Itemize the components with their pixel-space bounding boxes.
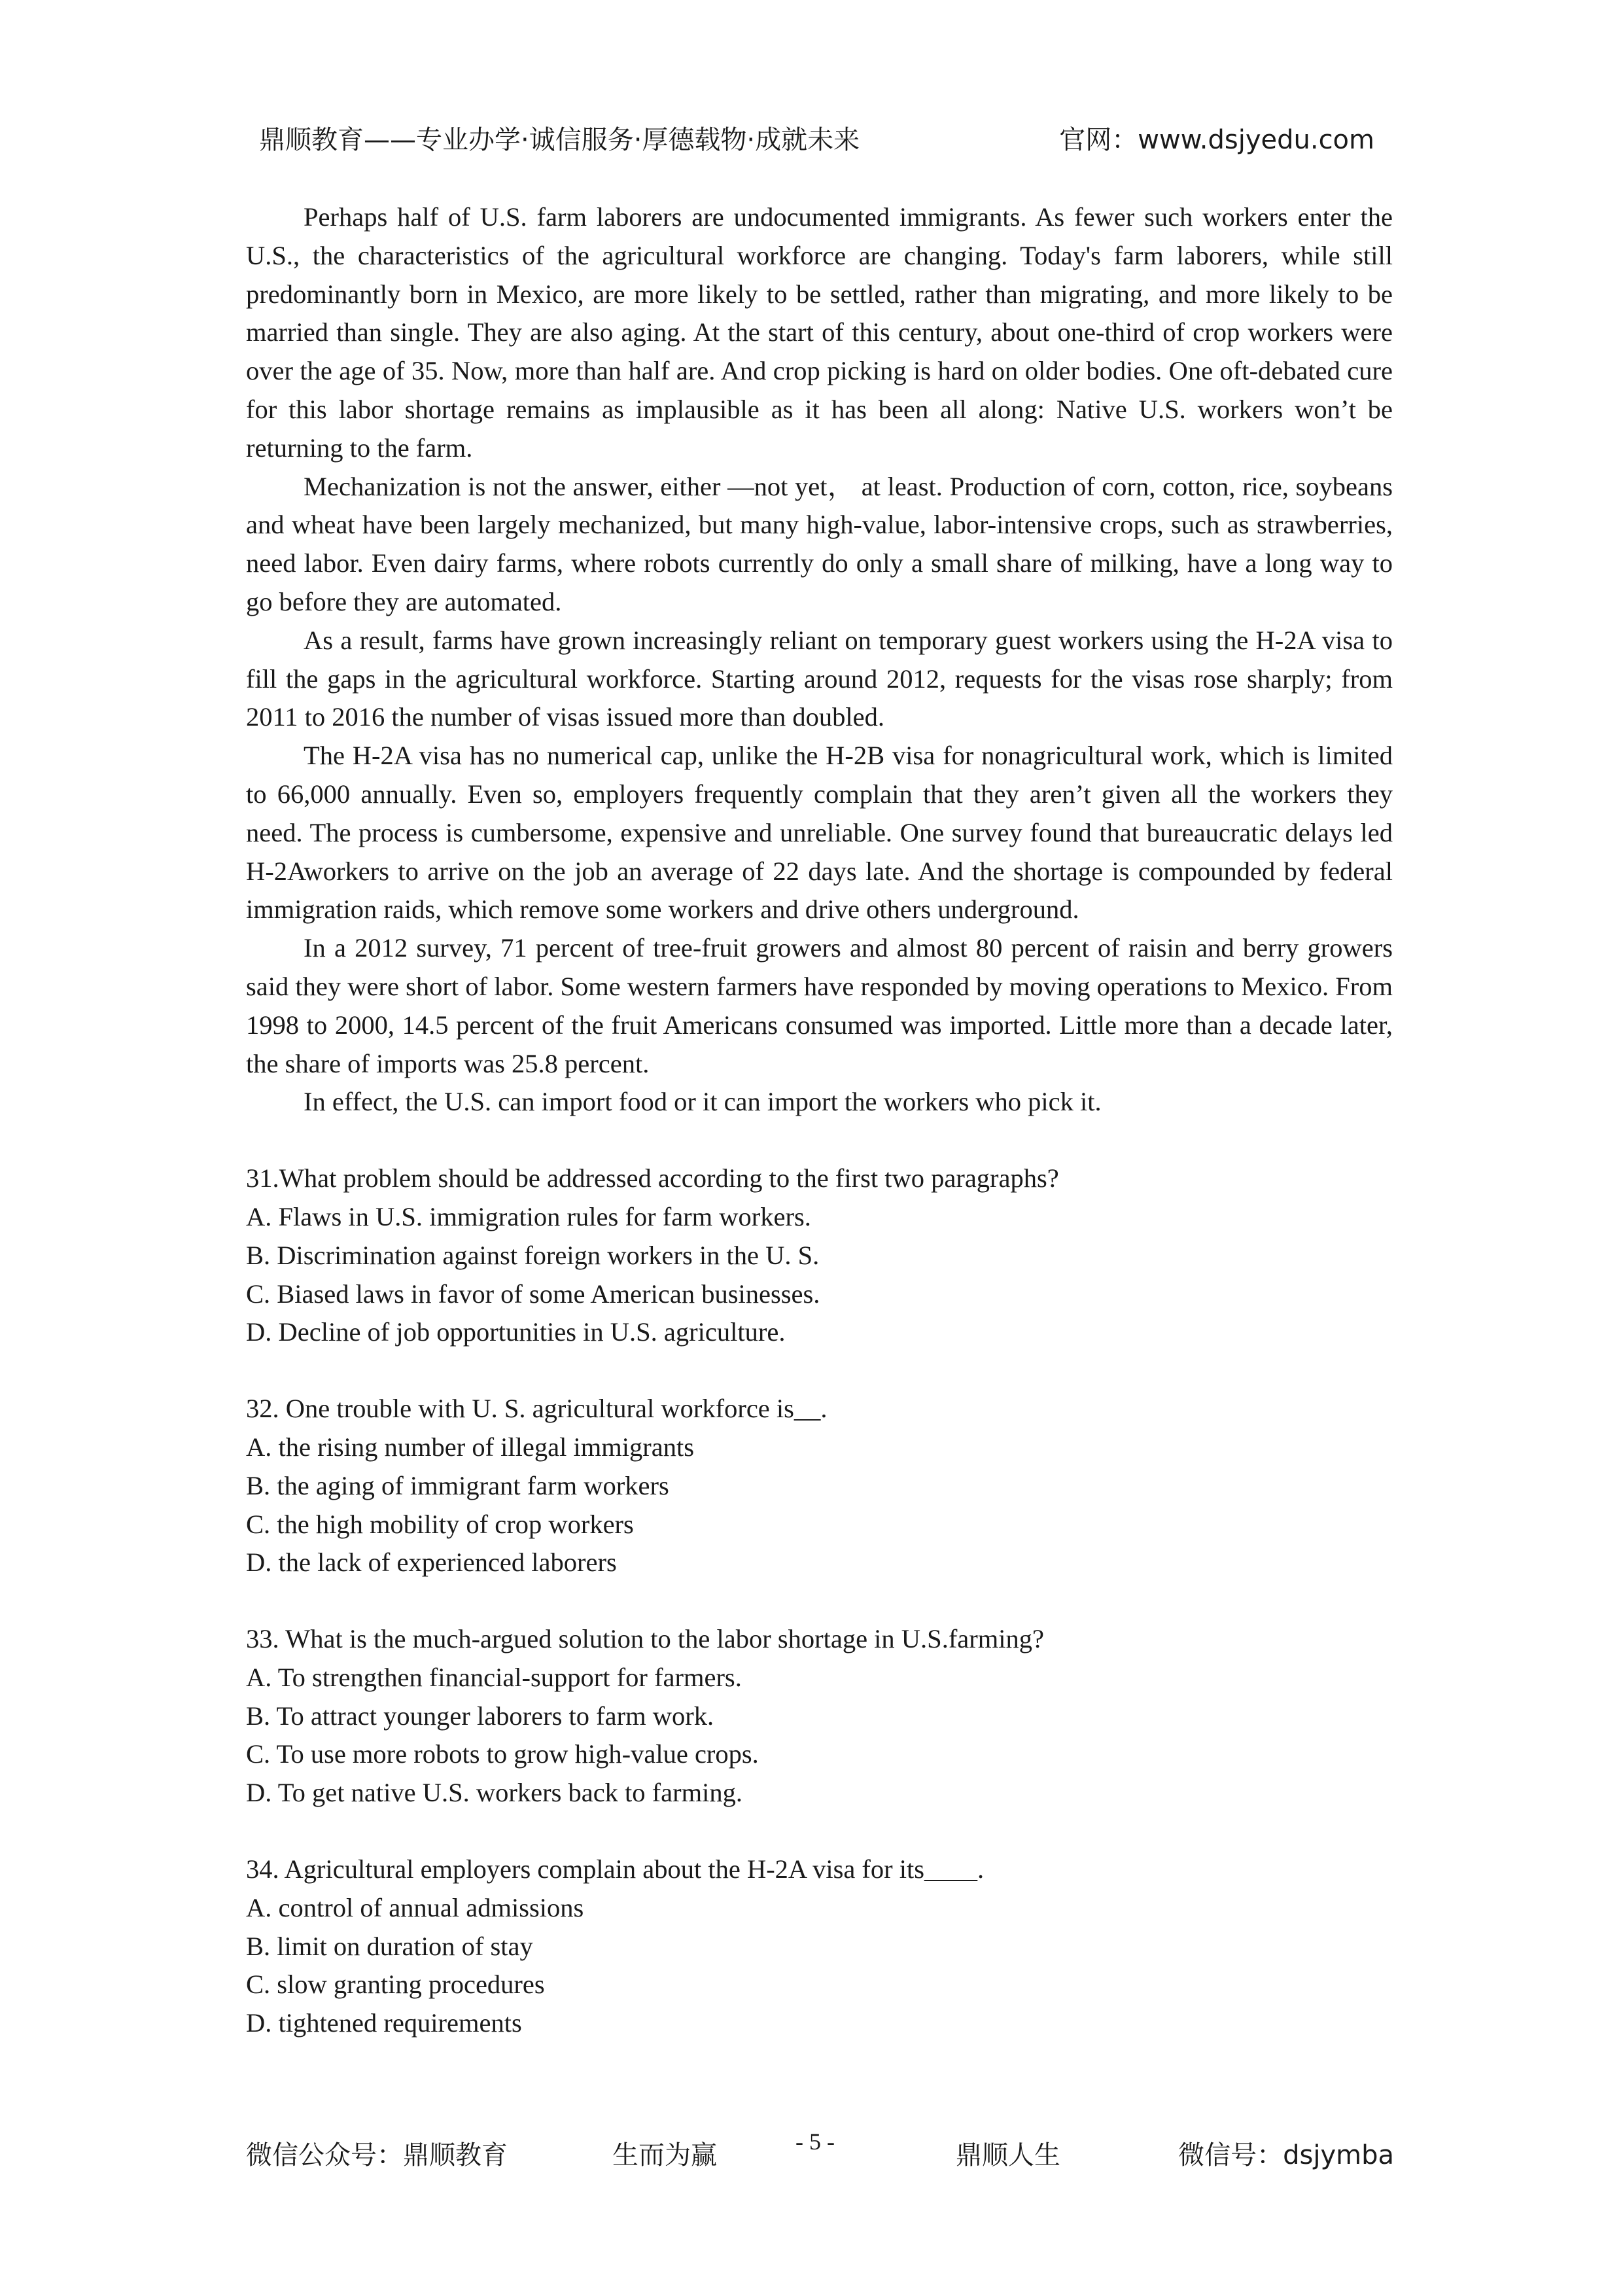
option-b: B. limit on duration of stay [246, 1931, 533, 1961]
option-c: C. slow granting procedures [246, 1969, 545, 2000]
option-c: C. To use more robots to grow high-value crops. [246, 1739, 759, 1769]
passage-paragraph: Mechanization is not the answer, either —not yet， at least. Production of corn, cotton, rice, soybeans and wheat have been largely mechanized, but many high-value, labor-intensive crops, such as strawberries, need labor. Even dairy farms, where robots currently do only a small share of milking, have a long way to go before they are automated. [246, 471, 1393, 616]
footer-wechat-id: 微信号：dsjymba [1178, 2140, 1394, 2170]
passage-paragraph: The H-2A visa has no numerical cap, unlike the H-2B visa for nonagricultural work, which is limited to 66,000 annually. Even so, employers frequently complain that they aren’t given all the workers they need. The process is cumbersome, expensive and unreliable. One survey found that bureaucratic delays led H-2Aworkers to arrive on the job an average of 22 days late. And the shortage is compounded by federal immigration raids, which remove some workers and drive others underground. [246, 741, 1393, 925]
question-stem: 32. One trouble with U. S. agricultural workforce is__. [246, 1394, 828, 1424]
question-34 [246, 1850, 1393, 2043]
option-b: B. To attract younger laborers to farm work. [246, 1701, 714, 1731]
option-d: D. tightened requirements [246, 2008, 522, 2038]
passage-paragraph: In effect, the U.S. can import food or it can import the workers who pick it. [304, 1087, 1102, 1117]
option-b: B. Discrimination against foreign workers in the U. S. [246, 1240, 820, 1270]
option-d: D. To get native U.S. workers back to farming. [246, 1778, 742, 1808]
option-d: D. Decline of job opportunities in U.S. agriculture. [246, 1317, 786, 1347]
question-32 [246, 1390, 1393, 1582]
header-website: 官网：www.dsjyedu.com [1059, 125, 1374, 155]
footer-slogan: 生而为赢 [612, 2140, 717, 2170]
question-stem: 31.What problem should be addressed according to the first two paragraphs? [246, 1163, 1059, 1193]
question-stem: 34. Agricultural employers complain about the H-2A visa for its____. [246, 1854, 985, 1884]
option-a: A. control of annual admissions [246, 1892, 584, 1922]
option-b: B. the aging of immigrant farm workers [246, 1470, 669, 1500]
footer-slogan: 鼎顺人生 [956, 2140, 1060, 2170]
option-d: D. the lack of experienced laborers [246, 1547, 617, 1578]
question-stem: 33. What is the much-argued solution to the labor shortage in U.S.farming? [246, 1624, 1045, 1654]
question-31 [246, 1159, 1393, 1352]
header-school-motto: 鼎顺教育——专业办学·诚信服务·厚德载物·成就未来 [259, 125, 860, 155]
question-33 [246, 1620, 1393, 1812]
passage-paragraph: Perhaps half of U.S. farm laborers are undocumented immigrants. As fewer such workers enter the U.S., the characteristics of the agricultural workforce are changing. Today's farm laborers, while still predominantly born in Mexico, are more likely to be settled, rather than migrating, and more likely to be married than single. They are also aging. At the start of this century, about one-third of crop workers were over the age of 35. Now, more than half are. And crop picking is hard on older bodies. One oft-debated cure for this labor shortage remains as implausible as it has been all along: Native U.S. workers won’t be returning to the farm. [246, 202, 1393, 463]
footer-wechat-public: 微信公众号：鼎顺教育 [246, 2140, 508, 2170]
reading-passage [246, 198, 1393, 1122]
option-c: C. Biased laws in favor of some American businesses. [246, 1279, 820, 1309]
page-content [246, 198, 1393, 2043]
passage-paragraph: In a 2012 survey, 71 percent of tree-fruit growers and almost 80 percent of raisin and berry growers said they were short of labor. Some western farmers have responded by moving operations to Mexico. From 1998 to 2000, 14.5 percent of the fruit Americans consumed was imported. Little more than a decade later, the share of imports was 25.8 percent. [246, 933, 1393, 1078]
page-footer [246, 2128, 1394, 2174]
page-header [259, 119, 1374, 161]
option-c: C. the high mobility of crop workers [246, 1509, 634, 1539]
page-number: - 5 - [795, 2128, 835, 2155]
option-a: A. To strengthen financial-support for farmers. [246, 1662, 742, 1692]
option-a: A. the rising number of illegal immigrants [246, 1432, 694, 1462]
option-a: A. Flaws in U.S. immigration rules for farm workers. [246, 1201, 811, 1231]
passage-paragraph: As a result, farms have grown increasingly reliant on temporary guest workers using the H-2A visa to fill the gaps in the agricultural workforce. Starting around 2012, requests for the visas rose sharply; from 2011 to 2016 the number of visas issued more than doubled. [246, 625, 1393, 732]
